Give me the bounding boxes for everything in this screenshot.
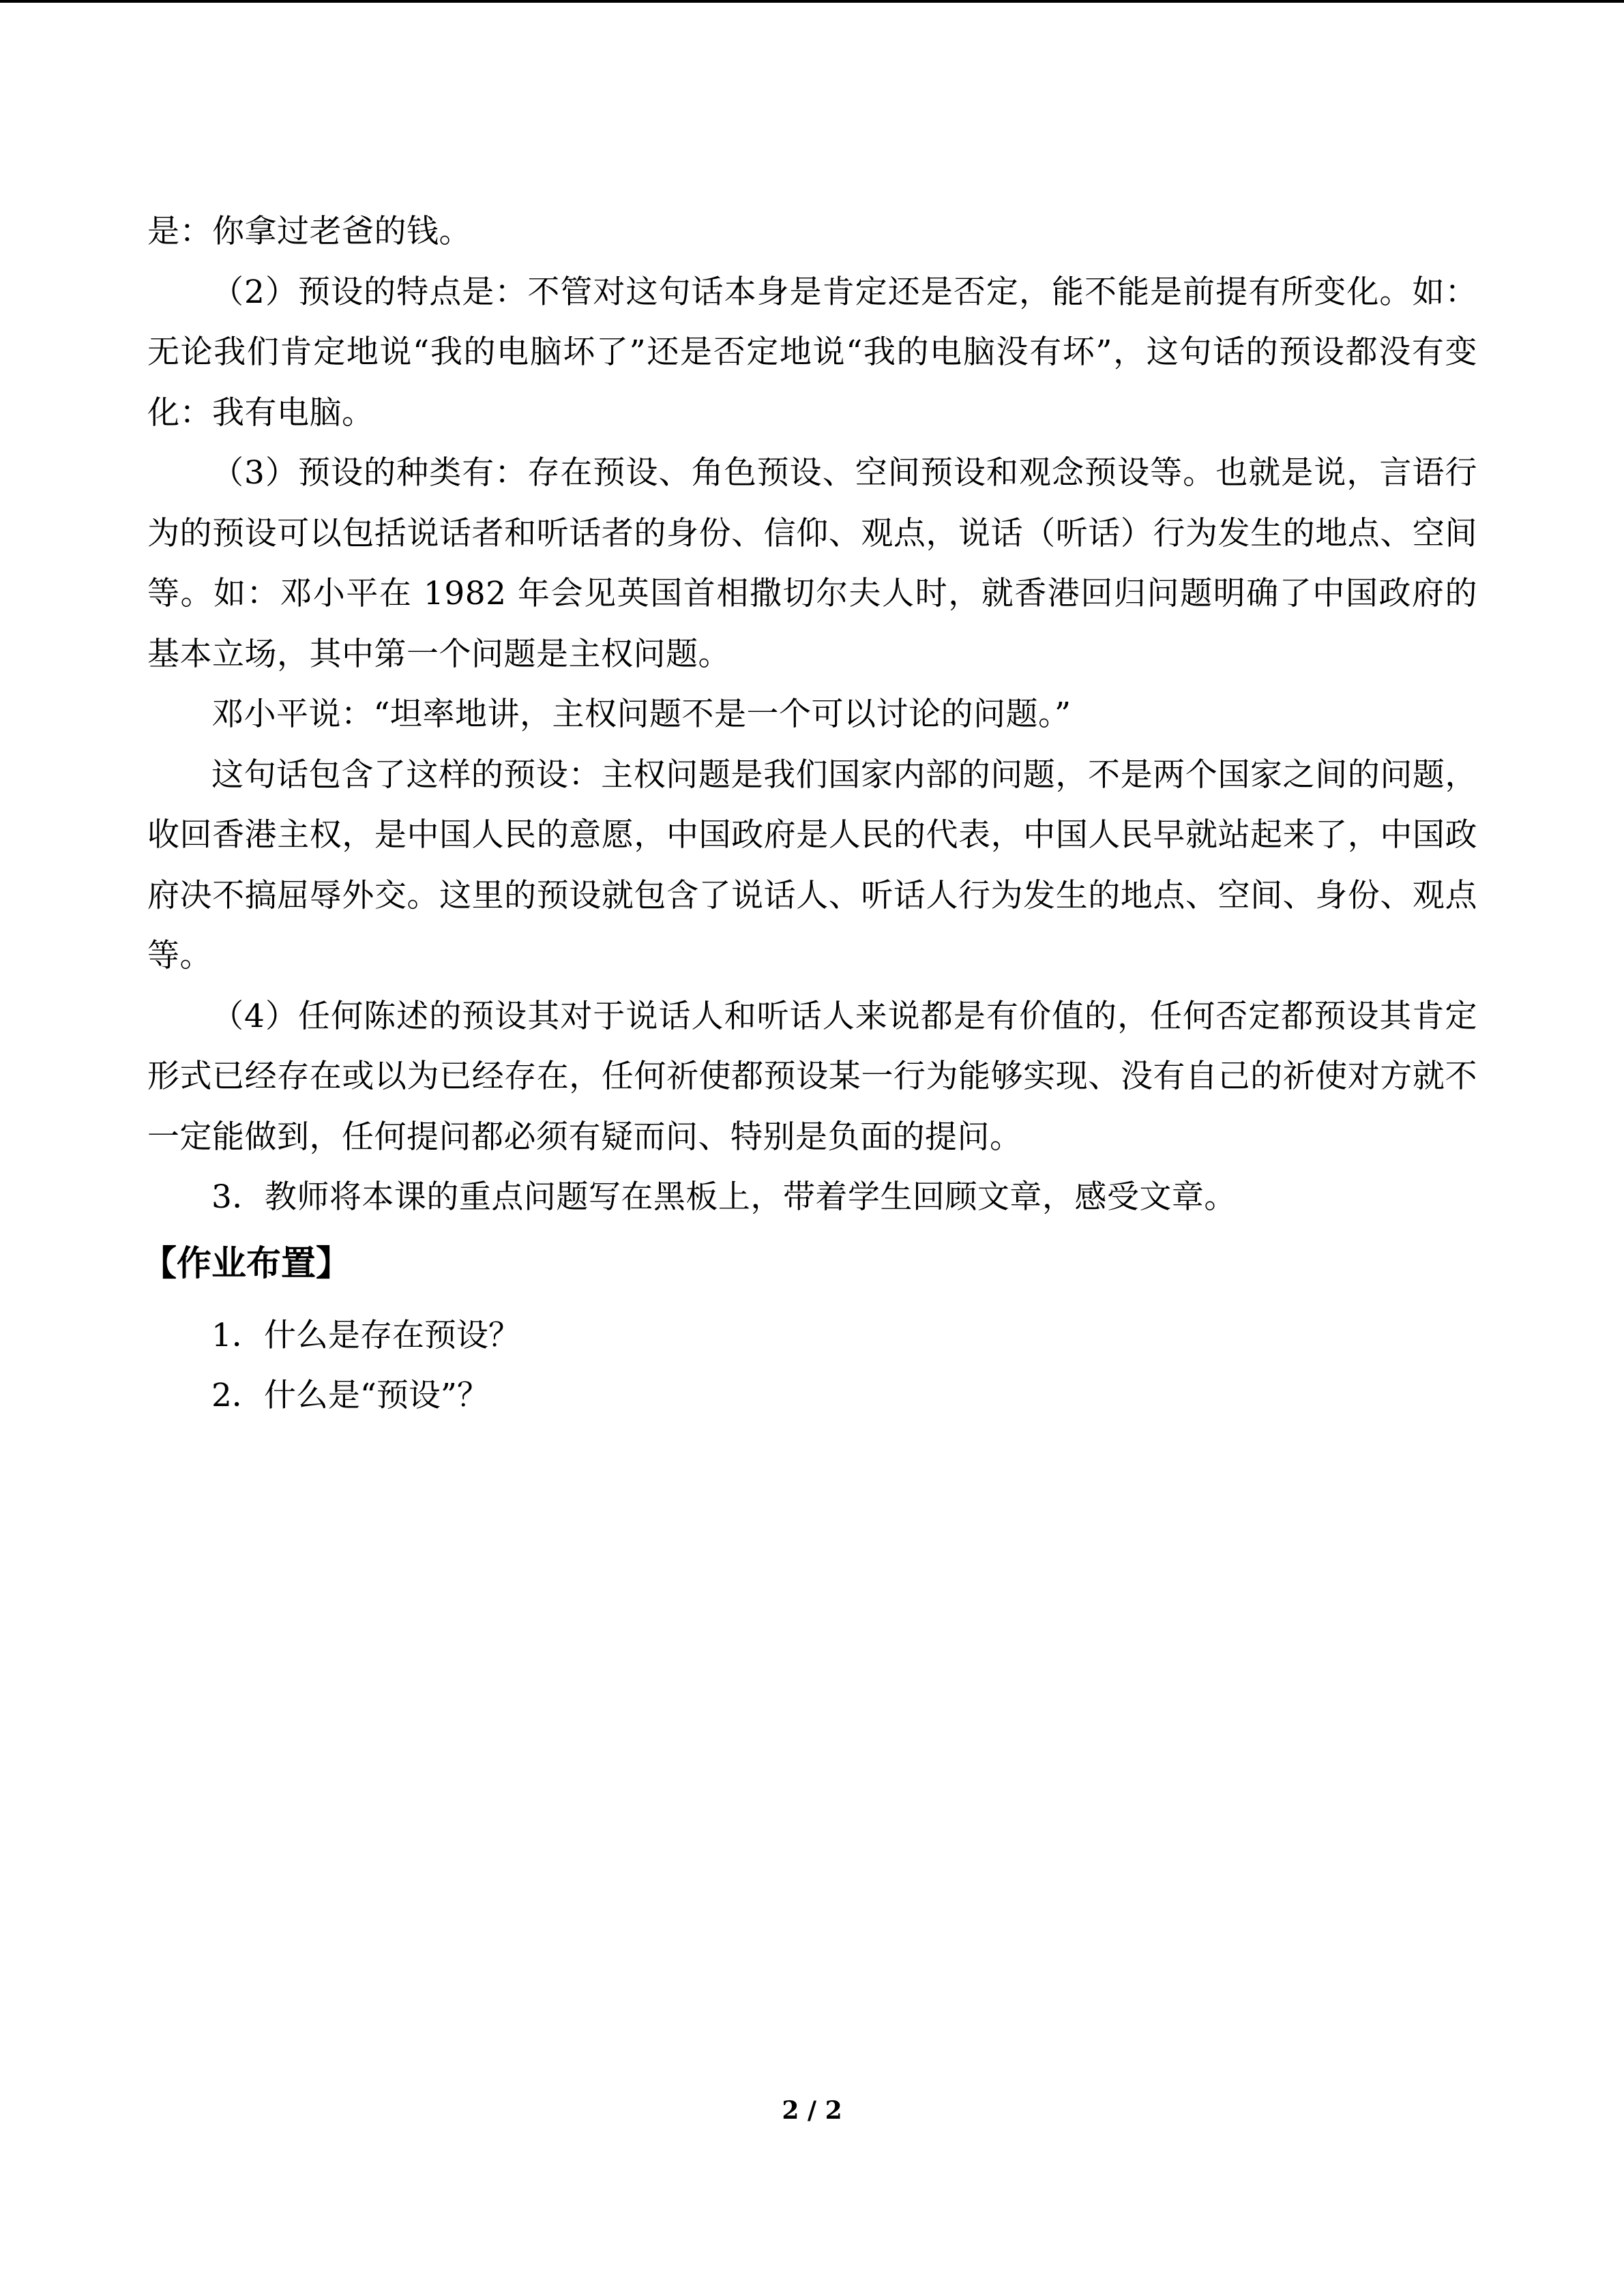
- homework-list: [147, 1306, 1477, 1427]
- paragraph-deng-quote: 邓小平说：“坦率地讲，主权问题不是一个可以讨论的问题。”: [211, 696, 1072, 733]
- homework-item: 1．什么是存在预设？: [211, 1316, 520, 1354]
- paragraph-presupposition-features: （2）预设的特点是：不管对这句话本身是肯定还是否定，能不能是前提有所变化。如：无论我们肯定地说“我的电脑坏了”还是否定地说“我的电脑没有坏”，这句话的预设都没有变化：我有电脑。: [147, 273, 1477, 432]
- paragraph-presupposition-types: （3）预设的种类有：存在预设、角色预设、空间预设和观念预设等。也就是说，言语行为的预设可以包括说话者和听话者的身份、信仰、观点，说话（听话）行为发生的地点、空间等。如：邓小平在 1982 年会见英国首相撒切尔夫人时，就香港回归问题明确了中国政府的基本立场，其中第一个问题是主权问题。: [147, 454, 1477, 673]
- paragraph-continuation: 是：你拿过老爸的钱。: [147, 213, 471, 250]
- paragraph-teacher-step: 3．教师将本课的重点问题写在黑板上，带着学生回顾文章，感受文章。: [211, 1178, 1237, 1216]
- document-body: [142, 202, 1477, 1427]
- page-top-border: [0, 0, 1624, 3]
- homework-heading: 【作业布置】: [142, 1243, 351, 1284]
- page-number: 2 / 2: [782, 2096, 842, 2125]
- paragraph-quote-analysis: 这句话包含了这样的预设：主权问题是我们国家内部的问题，不是两个国家之间的问题，收回香港主权，是中国人民的意愿，中国政府是人民的代表，中国人民早就站起来了，中国政府决不搞屈辱外交。这里的预设就包含了说话人、听话人行为发生的地点、空间、身份、观点等。: [147, 756, 1477, 974]
- homework-item: 2．什么是“预设”？: [211, 1377, 489, 1414]
- paragraph-presupposition-value: （4）任何陈述的预设其对于说话人和听话人来说都是有价值的，任何否定都预设其肯定形式已经存在或以为已经存在，任何祈使都预设某一行为能够实现、没有自己的祈使对方就不一定能做到，任何提问都必须有疑而问、特别是负面的提问。: [147, 997, 1477, 1156]
